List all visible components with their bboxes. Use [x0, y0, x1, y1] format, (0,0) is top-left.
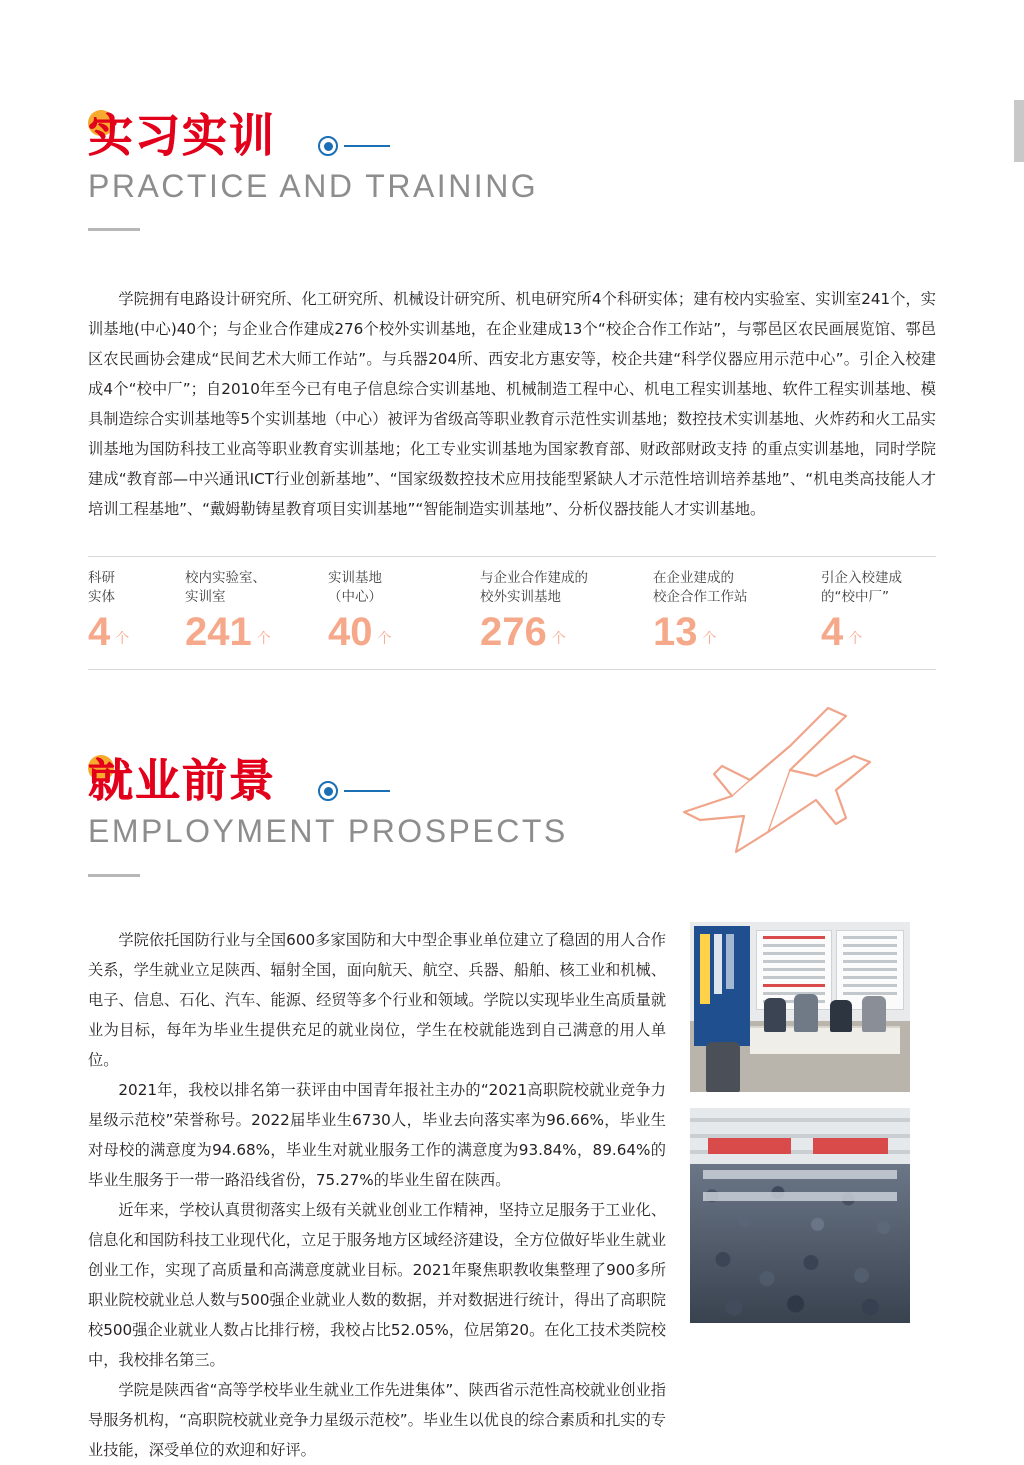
stat-item-offcampus-bases	[480, 557, 588, 653]
circle-dot-icon	[318, 781, 338, 801]
stat-label-line1: 引企入校建成	[821, 570, 902, 586]
stat-label-line1: 实训基地	[328, 570, 382, 586]
stat-item-in-campus-factory	[821, 557, 902, 653]
practice-body-text	[88, 284, 936, 524]
stat-unit: 个	[115, 631, 130, 647]
stat-value: 241	[185, 610, 252, 654]
photo-person	[830, 1000, 852, 1032]
photo-person	[706, 1042, 740, 1092]
stat-value: 276	[480, 610, 547, 654]
section-heading-practice	[88, 110, 538, 205]
employment-paragraph-3: 近年来，学校认真贯彻落实上级有关就业创业工作精神，坚持立足服务于工业化、信息化和国防科技工业现代化，立足于服务地方区域经济建设，全方位做好毕业生就业创业工作，实现了高质量和高满意度就业目标。2021年聚焦职教收集整理了900多所职业院校就业总人数与500强企业就业人数的数据，并对数据进行统计，得出了高职院校500强企业就业人数占比排行榜，我校占比52.05%，位居第20。在化工技术类院校中，我校排名第三。	[88, 1201, 666, 1369]
photo-person	[764, 998, 786, 1032]
stat-value: 13	[653, 610, 698, 654]
photo-banner	[694, 926, 750, 1046]
employment-paragraph-2: 2021年，我校以排名第一获评由中国青年报社主办的“2021高职院校就业竞争力星级示范校”荣誉称号。2022届毕业生6730人，毕业去向落实率为96.66%，毕业生对母校的满意度为94.68%，毕业生对就业服务工作的满意度为93.84%，89.64%的毕业生服务于一带一路沿线省份，75.27%的毕业生留在陕西。	[88, 1081, 666, 1189]
section-title-en: EMPLOYMENT PROSPECTS	[88, 813, 568, 849]
employment-paragraph-4: 学院是陕西省“高等学校毕业生就业工作先进集体”、陕西省示范性高校就业创业指导服务机构，“高职院校就业竞争力星级示范校”。毕业生以优良的综合素质和扎实的专业技能，深受单位的欢迎和好评。	[88, 1381, 666, 1459]
stat-value: 4	[821, 610, 844, 654]
photo-red-banner	[813, 1138, 888, 1154]
stat-unit: 个	[551, 631, 566, 647]
section-title-cn: 就业前景	[88, 754, 277, 807]
circle-dot-icon	[318, 136, 338, 156]
stat-label-line2: 实训室	[185, 589, 226, 605]
photo-crowd	[690, 1164, 910, 1323]
photo-person	[794, 994, 818, 1032]
stat-item-workstations	[653, 557, 748, 653]
photo-red-banner	[708, 1138, 792, 1154]
stat-label-line1: 校内实验室、	[185, 570, 266, 586]
stat-label-line2: （中心）	[328, 589, 382, 605]
stat-item-campus-labs	[185, 557, 271, 653]
heading-line	[344, 145, 390, 147]
photo-person	[862, 996, 886, 1032]
stat-unit: 个	[702, 631, 717, 647]
stat-unit: 个	[377, 631, 392, 647]
photo-booth-row	[703, 1192, 897, 1201]
heading-decoration-practice	[318, 136, 390, 156]
photo-ceiling	[690, 1108, 910, 1164]
employment-body-text	[88, 925, 666, 1465]
stat-label-line2: 校外实训基地	[480, 589, 561, 605]
stat-label-line2: 实体	[88, 589, 115, 605]
stat-label-line1: 在企业建成的	[653, 570, 734, 586]
stat-label-line2: 的“校中厂”	[821, 589, 889, 605]
stat-unit: 个	[256, 631, 271, 647]
statistics-strip	[88, 556, 936, 670]
heading-underline-practice	[88, 228, 140, 231]
job-fair-booth-photo	[690, 922, 910, 1092]
stat-value: 4	[88, 610, 111, 654]
stat-value: 40	[328, 610, 373, 654]
stat-item-training-bases	[328, 557, 392, 653]
employment-paragraph-1: 学院依托国防行业与全国600多家国防和大中型企事业单位建立了稳固的用人合作关系，学生就业立足陕西、辐射全国，面向航天、航空、兵器、船舶、核工业和机械、电子、信息、石化、汽车、能源、经贸等多个行业和领域。学院以实现毕业生高质量就业为目标，每年为毕业生提供充足的就业岗位，学生在校就能选到自己满意的用人单位。	[88, 931, 666, 1069]
heading-line	[344, 790, 390, 792]
stat-label-line2: 校企合作工作站	[653, 589, 748, 605]
photo-booth-row	[703, 1170, 897, 1179]
job-fair-hall-photo	[690, 1108, 910, 1323]
section-title-en: PRACTICE AND TRAINING	[88, 168, 539, 204]
stat-label-line1: 与企业合作建成的	[480, 570, 588, 586]
heading-underline-employment	[88, 874, 140, 877]
heading-decoration-employment	[318, 781, 390, 801]
practice-paragraph: 学院拥有电路设计研究所、化工研究所、机械设计研究所、机电研究所4个科研实体；建有校内实验室、实训室241个，实训基地(中心)40个；与企业合作建成276个校外实训基地，在企业建成13个“校企合作工作站”，与鄠邑区农民画展览馆、鄠邑区农民画协会建成“民间艺术大师工作站”。与兵器204所、西安北方惠安等，校企共建“科学仪器应用示范中心”。引企入校建成4个“校中厂”；自2010年至今已有电子信息综合实训基地、机械制造工程中心、机电工程实训基地、软件工程实训基地、模具制造综合实训基地等5个实训基地（中心）被评为省级高等职业教育示范性实训基地；数控技术实训基地、火炸药和火工品实训基地为国防科技工业高等职业教育实训基地；化工专业实训基地为国家教育部、财政部财政支持 的重点实训基地，同时学院建成“教育部—中兴通讯ICT行业创新基地”、“国家级数控技术应用技能型紧缺人才示范性培训培养基地”、“机电类高技能人才培训工程基地”、“戴姆勒铸星教育项目实训基地”“智能制造实训基地”、分析仪器技能人才实训基地。	[88, 290, 936, 518]
section-heading-employment	[88, 755, 568, 850]
section-title-cn: 实习实训	[88, 109, 277, 162]
stat-item-research-entities	[88, 557, 129, 653]
stat-label-line1: 科研	[88, 570, 115, 586]
page-edge-decoration	[1014, 100, 1024, 162]
stat-unit: 个	[848, 631, 863, 647]
airplane-outline-icon	[640, 700, 900, 860]
